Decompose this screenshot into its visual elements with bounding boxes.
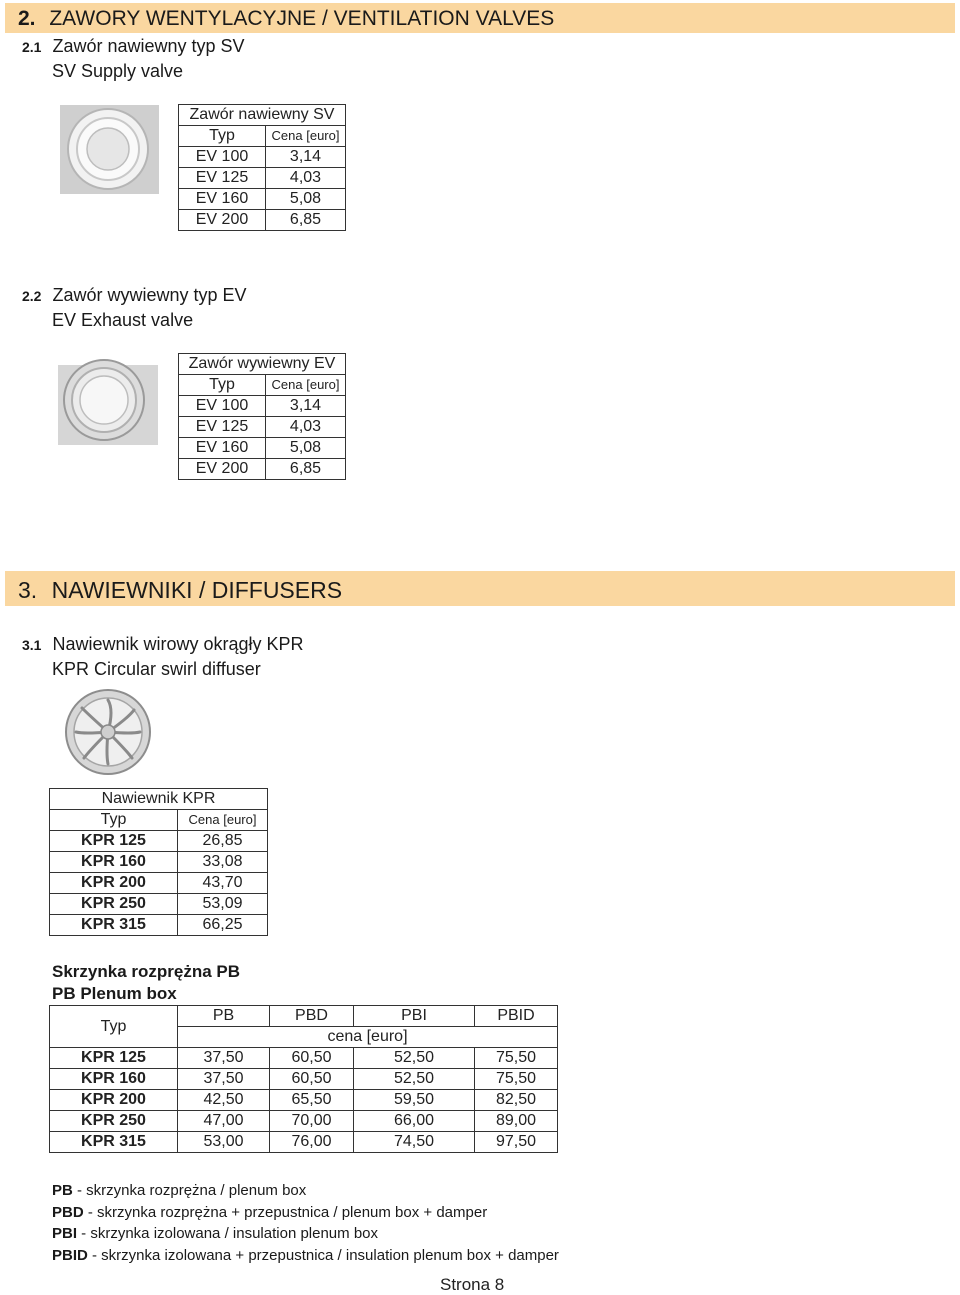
ev-col-price: Cena [euro] [266,375,346,396]
pb-cell: 75,50 [475,1069,558,1090]
table-row [50,915,268,936]
ev-row-type: EV 100 [179,396,266,417]
pb-cell: 75,50 [475,1048,558,1069]
pb-col-pb: PB [178,1006,270,1027]
kpr-row-type: KPR 125 [50,831,178,852]
table-row [50,1132,558,1153]
ev-row-type: EV 160 [179,438,266,459]
ev-title-en: EV Exhaust valve [52,310,194,330]
table-row [50,1048,558,1069]
ev-table-title: Zawór wywiewny EV [179,354,346,375]
kpr-title-pl: Nawiewnik wirowy okrągły KPR [52,634,304,654]
pb-row-type: KPR 200 [50,1090,178,1111]
sv-row-price: 4,03 [266,168,346,189]
sv-valve-image [60,105,159,194]
table-row [179,189,346,210]
legend-item [52,1182,306,1199]
pb-cell: 89,00 [475,1111,558,1132]
table-row [179,417,346,438]
sv-title-en: SV Supply valve [52,61,184,81]
ev-title-pl: Zawór wywiewny typ EV [52,285,247,305]
ev-row-type: EV 125 [179,417,266,438]
kpr-row-type: KPR 160 [50,852,178,873]
ev-col-type: Typ [179,375,266,396]
pb-cell: 60,50 [270,1069,354,1090]
kpr-row-price: 33,08 [178,852,268,873]
legend-item [52,1247,559,1264]
table-row [50,1069,558,1090]
table-row [50,1111,558,1132]
sv-row-type: EV 100 [179,147,266,168]
sv-col-price: Cena [euro] [266,126,346,147]
pb-cell: 60,50 [270,1048,354,1069]
table-row [50,852,268,873]
kpr-row-type: KPR 200 [50,873,178,894]
sv-col-type: Typ [179,126,266,147]
ev-row-price: 5,08 [266,438,346,459]
ev-heading [22,283,247,309]
sv-row-type: EV 160 [179,189,266,210]
pb-row-type: KPR 315 [50,1132,178,1153]
pb-cell: 42,50 [178,1090,270,1111]
pb-cell: 37,50 [178,1048,270,1069]
pb-cell: 47,00 [178,1111,270,1132]
pb-cell: 53,00 [178,1132,270,1153]
pb-cell: 70,00 [270,1111,354,1132]
sv-row-price: 6,85 [266,210,346,231]
kpr-table-title: Nawiewnik KPR [50,789,268,810]
legend-text: - skrzynka izolowana + przepustnica / insulation plenum box + damper [87,1247,559,1264]
table-row [179,210,346,231]
supply-valve-icon [60,105,159,194]
kpr-number: 3.1 [22,637,42,653]
ev-price-table [178,353,346,480]
table-row [179,438,346,459]
pb-cell: 37,50 [178,1069,270,1090]
ev-number: 2.2 [22,288,42,304]
kpr-heading [22,632,304,658]
table-row [50,894,268,915]
legend-item [52,1204,487,1221]
table-row [50,1090,558,1111]
section-2-title: ZAWORY WENTYLACYJNE / VENTILATION VALVES [49,7,555,30]
sv-title-pl: Zawór nawiewny typ SV [52,36,245,56]
kpr-row-type: KPR 315 [50,915,178,936]
kpr-row-price: 43,70 [178,873,268,894]
pb-col-pbi: PBI [354,1006,475,1027]
table-row [179,396,346,417]
pb-cell: 66,00 [354,1111,475,1132]
pb-cell: 97,50 [475,1132,558,1153]
pb-cell: 52,50 [354,1069,475,1090]
sv-row-type: EV 200 [179,210,266,231]
pb-col-pbd: PBD [270,1006,354,1027]
legend-item [52,1225,378,1242]
legend-text: - skrzynka izolowana / insulation plenum box [77,1225,378,1242]
table-row [179,147,346,168]
legend-text: - skrzynka rozprężna + przepustnica / plenum box + damper [83,1204,488,1221]
kpr-row-price: 53,09 [178,894,268,915]
pb-cell: 65,50 [270,1090,354,1111]
pb-row-type: KPR 250 [50,1111,178,1132]
pb-row-type: KPR 125 [50,1048,178,1069]
legend-text: - skrzynka rozprężna / plenum box [72,1182,307,1199]
ev-row-price: 4,03 [266,417,346,438]
kpr-col-type: Typ [50,810,178,831]
ev-row-type: EV 200 [179,459,266,480]
legend-key: PB [52,1182,73,1199]
sv-heading [22,34,245,60]
table-row [179,459,346,480]
sv-row-price: 3,14 [266,147,346,168]
sv-table-title: Zawór nawiewny SV [179,105,346,126]
section-3-heading [18,577,342,604]
kpr-row-price: 26,85 [178,831,268,852]
kpr-col-price: Cena [euro] [178,810,268,831]
kpr-title-en: KPR Circular swirl diffuser [52,659,261,679]
pb-row-type: KPR 160 [50,1069,178,1090]
pb-cell: 82,50 [475,1090,558,1111]
legend-key: PBID [52,1247,88,1264]
legend-key: PBI [52,1225,78,1242]
exhaust-valve-icon [58,355,158,445]
pb-title-pl: Skrzynka rozprężna PB [52,962,241,981]
ev-row-price: 6,85 [266,459,346,480]
sv-row-price: 5,08 [266,189,346,210]
legend-key: PBD [52,1204,84,1221]
pb-price-table [49,1005,558,1153]
kpr-row-price: 66,25 [178,915,268,936]
table-row [179,168,346,189]
sv-price-table [178,104,346,231]
pb-price-label: cena [euro] [178,1027,558,1048]
ev-row-price: 3,14 [266,396,346,417]
table-row [50,873,268,894]
sv-row-type: EV 125 [179,168,266,189]
ev-valve-image [58,355,158,445]
pb-cell: 74,50 [354,1132,475,1153]
pb-cell: 76,00 [270,1132,354,1153]
kpr-row-type: KPR 250 [50,894,178,915]
section-3-title: NAWIEWNIKI / DIFFUSERS [51,577,343,603]
pb-title-en: PB Plenum box [52,984,177,1003]
page-number: Strona 8 [440,1275,505,1294]
section-2-number: 2. [18,7,36,30]
pb-col-pbid: PBID [475,1006,558,1027]
sv-number: 2.1 [22,39,42,55]
section-2-heading [18,7,554,31]
table-row [50,831,268,852]
kpr-price-table [49,788,268,936]
pb-col-type: Typ [50,1006,178,1048]
swirl-diffuser-icon [54,688,162,776]
kpr-diffuser-image [54,688,162,776]
pb-cell: 52,50 [354,1048,475,1069]
pb-cell: 59,50 [354,1090,475,1111]
section-3-number: 3. [18,577,38,603]
